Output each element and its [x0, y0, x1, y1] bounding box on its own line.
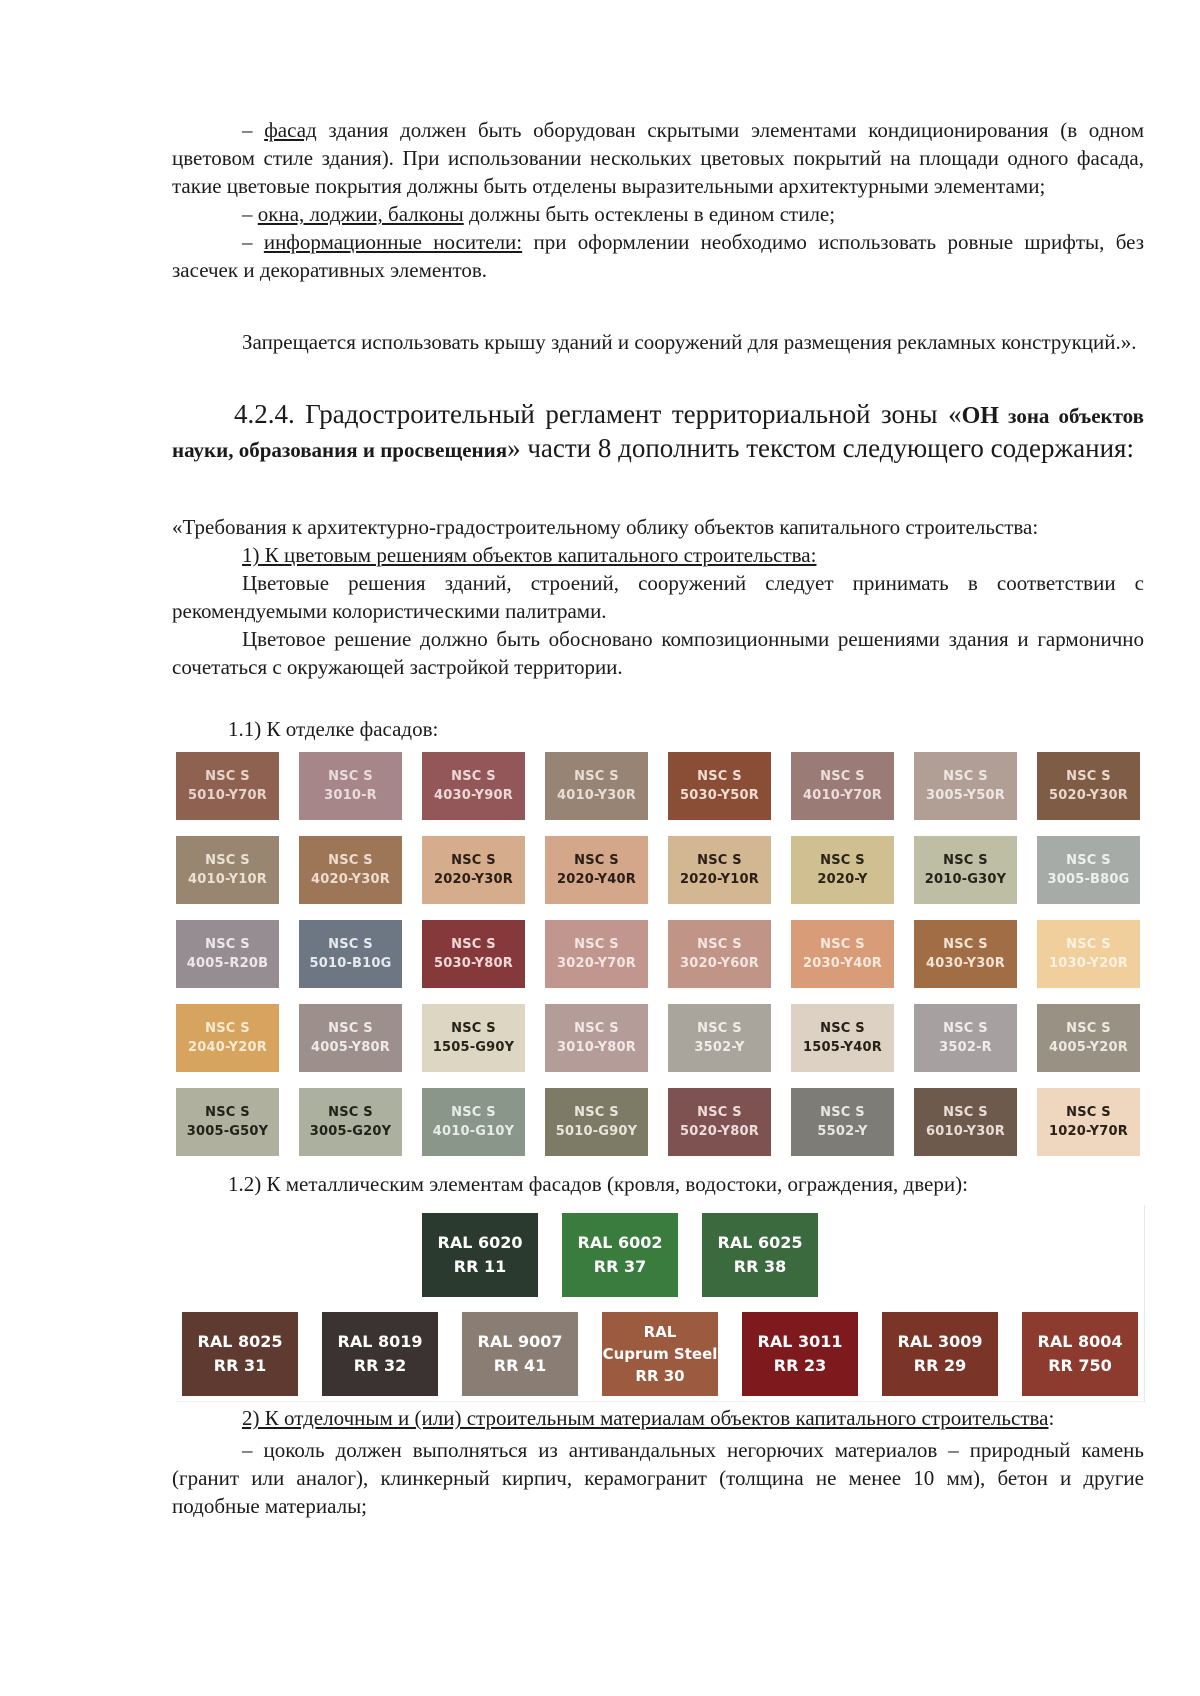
nsc-swatch — [791, 1004, 894, 1072]
swatch-code-line2: 4005-Y80R — [311, 1040, 390, 1055]
swatch-code-line2: 4010-Y70R — [803, 788, 882, 803]
nsc-swatch — [545, 920, 648, 988]
swatch-code-line1: NSC S — [451, 937, 496, 952]
ral-swatch — [182, 1312, 298, 1396]
nsc-swatch — [668, 920, 771, 988]
section-heading — [172, 398, 1144, 466]
swatch-code-line2: 3010-Y80R — [557, 1040, 636, 1055]
ral-code-line: RAL 3011 — [757, 1332, 843, 1351]
nsc-swatch — [299, 836, 402, 904]
paragraph: Цветовые решения зданий, строений, сооружений следует принимать в соответствии с рекомендуемыми колористическими палитрами. — [172, 571, 1144, 623]
nsc-swatch — [914, 1088, 1017, 1156]
subheading-metal-elements: 1.2) К металлическим элементам фасадов (кровля, водостоки, ограждения, двери): — [228, 1172, 968, 1196]
ral-swatch — [1022, 1312, 1138, 1396]
swatch-code-line2: 3020-Y70R — [557, 956, 636, 971]
nsc-swatch — [791, 836, 894, 904]
nsc-swatch — [422, 836, 525, 904]
swatch-code-line2: 6010-Y30R — [926, 1124, 1005, 1139]
swatch-code-line1: NSC S — [1066, 1021, 1111, 1036]
nsc-swatch — [176, 836, 279, 904]
ral-swatch — [742, 1312, 858, 1396]
swatch-code-line1: NSC S — [820, 1105, 865, 1120]
swatch-code-line1: NSC S — [205, 853, 250, 868]
swatch-code-line1: NSC S — [328, 937, 373, 952]
ral-swatch — [702, 1213, 818, 1297]
swatch-code-line1: NSC S — [1066, 853, 1111, 868]
paragraph: Запрещается использовать крышу зданий и сооружений для размещения рекламных конструкций.». — [242, 330, 1137, 354]
swatch-code-line1: NSC S — [328, 1021, 373, 1036]
nsc-swatch — [545, 752, 648, 820]
swatch-code-line2: 5010-B10G — [309, 956, 392, 971]
swatch-code-line2: 5020-Y80R — [680, 1124, 759, 1139]
swatch-code-line1: NSC S — [574, 769, 619, 784]
nsc-swatch — [668, 752, 771, 820]
swatch-code-line2: 2020-Y30R — [434, 872, 513, 887]
nsc-swatch — [422, 1004, 525, 1072]
paragraph: – информационные носители: при оформлении необходимо использовать ровные шрифты, без засечек и декоративных элементов. — [172, 230, 1144, 282]
ral-code-line: RAL 6002 — [577, 1233, 663, 1252]
swatch-code-line2: 4010-Y10R — [188, 872, 267, 887]
facade-requirement — [172, 116, 1144, 284]
swatch-code-line2: 4005-Y20R — [1049, 1040, 1128, 1055]
swatch-code-line1: NSC S — [697, 769, 742, 784]
ral-code-line: RAL 9007 — [477, 1332, 563, 1351]
nsc-swatch — [545, 1088, 648, 1156]
requirements-intro — [172, 513, 1144, 681]
ral-code-line: RR 30 — [635, 1367, 685, 1385]
swatch-code-line2: 1030-Y20R — [1049, 956, 1128, 971]
subheading-color: 1) К цветовым решениям объектов капитального строительства: — [242, 543, 817, 567]
swatch-code-line2: 3010-R — [324, 788, 377, 803]
nsc-swatch — [299, 1004, 402, 1072]
swatch-code-line1: NSC S — [451, 853, 496, 868]
subheading-materials: 2) К отделочным и (или) строительным материалам объектов капитального строительства: — [242, 1406, 1055, 1430]
nsc-swatch — [176, 920, 279, 988]
ral-code-line: RR 11 — [453, 1257, 507, 1276]
swatch-code-line1: NSC S — [943, 769, 988, 784]
ral-code-line: RR 750 — [1048, 1356, 1112, 1375]
swatch-code-line2: 2030-Y40R — [803, 956, 882, 971]
nsc-swatch — [914, 1004, 1017, 1072]
nsc-swatch — [914, 920, 1017, 988]
ral-code-line: RR 32 — [353, 1356, 407, 1375]
nsc-swatch — [422, 1088, 525, 1156]
swatch-code-line2: 3502-R — [939, 1040, 992, 1055]
swatch-code-line1: NSC S — [574, 853, 619, 868]
swatch-code-line2: 4020-Y30R — [311, 872, 390, 887]
nsc-swatch — [545, 1004, 648, 1072]
ral-code-line: RAL 8019 — [337, 1332, 423, 1351]
swatch-code-line1: NSC S — [943, 937, 988, 952]
swatch-code-line1: NSC S — [820, 937, 865, 952]
nsc-swatch — [176, 1004, 279, 1072]
ral-code-line: RAL 8004 — [1037, 1332, 1123, 1351]
ral-code-line: Cuprum Steel — [602, 1345, 718, 1363]
swatch-code-line1: NSC S — [820, 1021, 865, 1036]
swatch-code-line1: NSC S — [205, 1021, 250, 1036]
swatch-code-line2: 4010-G10Y — [432, 1124, 515, 1139]
swatch-code-line1: NSC S — [205, 769, 250, 784]
swatch-code-line2: 4010-Y30R — [557, 788, 636, 803]
swatch-code-line1: NSC S — [574, 1021, 619, 1036]
ral-swatch — [882, 1312, 998, 1396]
swatch-code-line1: NSC S — [205, 1105, 250, 1120]
ral-code-line: RAL 6020 — [437, 1233, 523, 1252]
swatch-code-line1: NSC S — [451, 1021, 496, 1036]
nsc-swatch — [1037, 836, 1140, 904]
swatch-code-line1: NSC S — [943, 1021, 988, 1036]
swatch-code-line2: 3005-B80G — [1047, 872, 1130, 887]
swatch-code-line1: NSC S — [943, 1105, 988, 1120]
nsc-swatch — [422, 920, 525, 988]
nsc-swatch — [1037, 1004, 1140, 1072]
swatch-code-line1: NSC S — [820, 853, 865, 868]
ral-swatch — [322, 1312, 438, 1396]
nsc-swatch — [791, 752, 894, 820]
swatch-code-line1: NSC S — [574, 1105, 619, 1120]
swatch-code-line2: 2020-Y40R — [557, 872, 636, 887]
swatch-code-line1: NSC S — [697, 937, 742, 952]
swatch-code-line2: 5030-Y50R — [680, 788, 759, 803]
swatch-code-line1: NSC S — [1066, 769, 1111, 784]
swatch-code-line2: 3005-Y50R — [926, 788, 1005, 803]
swatch-code-line2: 5020-Y30R — [1049, 788, 1128, 803]
swatch-code-line2: 3005-G50Y — [186, 1124, 269, 1139]
materials-requirement — [172, 1404, 1144, 1520]
nsc-swatch — [176, 752, 279, 820]
swatch-code-line2: 1505-G90Y — [432, 1040, 515, 1055]
swatch-code-line2: 2040-Y20R — [188, 1040, 267, 1055]
ral-code-line: RR 29 — [913, 1356, 967, 1375]
swatch-code-line2: 2020-Y — [817, 872, 868, 887]
nsc-swatch — [668, 1088, 771, 1156]
swatch-code-line2: 5502-Y — [817, 1124, 868, 1139]
swatch-code-line1: NSC S — [1066, 937, 1111, 952]
swatch-code-line1: NSC S — [574, 937, 619, 952]
nsc-swatch — [914, 752, 1017, 820]
swatch-code-line1: NSC S — [697, 1105, 742, 1120]
paragraph: – цоколь должен выполняться из антивандальных негорючих материалов – природный камень (гранит или аналог), клинкерный кирпич, керамогранит (толщина не менее 10 мм), бетон и другие подобные материалы; — [172, 1438, 1144, 1518]
swatch-code-line2: 4005-R20B — [186, 956, 269, 971]
roof-prohibition — [172, 328, 1144, 356]
swatch-code-line2: 2020-Y10R — [680, 872, 759, 887]
ral-code-line: RR 23 — [773, 1356, 827, 1375]
nsc-swatch — [176, 1088, 279, 1156]
swatch-code-line1: NSC S — [451, 1105, 496, 1120]
swatch-code-line2: 4030-Y30R — [926, 956, 1005, 971]
nsc-swatch — [668, 836, 771, 904]
ral-code-line: RR 31 — [213, 1356, 267, 1375]
paragraph: Цветовое решение должно быть обосновано композиционными решениями здания и гармонично сочетаться с окружающей застройкой территории. — [172, 627, 1144, 679]
term-facade: фасад — [264, 118, 317, 142]
ral-swatch — [462, 1312, 578, 1396]
ral-swatch — [422, 1213, 538, 1297]
swatch-code-line1: NSC S — [328, 1105, 373, 1120]
subheading-facade-finish: 1.1) К отделке фасадов: — [228, 717, 439, 741]
swatch-code-line1: NSC S — [820, 769, 865, 784]
ral-code-line: RR 41 — [493, 1356, 547, 1375]
ral-code-line: RAL 3009 — [897, 1332, 983, 1351]
nsc-swatch — [914, 836, 1017, 904]
nsc-swatch — [1037, 1088, 1140, 1156]
swatch-code-line2: 3502-Y — [694, 1040, 745, 1055]
swatch-code-line2: 5010-Y70R — [188, 788, 267, 803]
ral-code-line: RAL — [643, 1323, 677, 1341]
ral-color-palette — [176, 1205, 1145, 1402]
nsc-swatch — [299, 920, 402, 988]
nsc-color-palette — [176, 752, 1142, 1162]
ral-code-line: RAL 8025 — [197, 1332, 283, 1351]
term-windows: окна, лоджии, балконы — [257, 202, 464, 226]
paragraph: – окна, лоджии, балконы должны быть остеклены в едином стиле; — [242, 202, 836, 226]
ral-code-line: RR 38 — [733, 1257, 787, 1276]
swatch-code-line2: 1020-Y70R — [1049, 1124, 1128, 1139]
nsc-swatch — [299, 752, 402, 820]
swatch-code-line1: NSC S — [697, 1021, 742, 1036]
swatch-code-line2: 4030-Y90R — [434, 788, 513, 803]
nsc-swatch — [545, 836, 648, 904]
swatch-code-line1: NSC S — [328, 853, 373, 868]
nsc-swatch — [422, 752, 525, 820]
nsc-swatch — [668, 1004, 771, 1072]
swatch-code-line1: NSC S — [1066, 1105, 1111, 1120]
swatch-code-line1: NSC S — [205, 937, 250, 952]
nsc-swatch — [299, 1088, 402, 1156]
swatch-code-line2: 1505-Y40R — [803, 1040, 882, 1055]
paragraph: «Требования к архитектурно-градостроительному облику объектов капитального строительства: — [172, 515, 1039, 539]
ral-swatch — [562, 1213, 678, 1297]
paragraph: – фасад здания должен быть оборудован скрытыми элементами кондиционирования (в одном цветовом стиле здания). При использовании нескольких цветовых покрытий на площади одного фасада, такие цветовые покрытия должны быть отделены выразительными архитектурными элементами; — [172, 118, 1145, 198]
heading-4-2-4: 4.2.4. Градостроительный регламент территориальной зоны «ОН зона объектов науки, образования и просвещения» части 8 дополнить текстом следующего содержания: — [172, 399, 1144, 463]
ral-code-line: RR 37 — [593, 1257, 647, 1276]
swatch-code-line1: NSC S — [451, 769, 496, 784]
nsc-swatch — [791, 1088, 894, 1156]
ral-code-line: RAL 6025 — [717, 1233, 803, 1252]
nsc-swatch — [1037, 752, 1140, 820]
swatch-code-line2: 3005-G20Y — [309, 1124, 392, 1139]
swatch-code-line2: 5010-G90Y — [555, 1124, 638, 1139]
swatch-code-line1: NSC S — [328, 769, 373, 784]
swatch-code-line2: 3020-Y60R — [680, 956, 759, 971]
term-info-carriers: информационные носители: — [263, 230, 523, 254]
swatch-code-line1: NSC S — [697, 853, 742, 868]
swatch-code-line2: 2010-G30Y — [924, 872, 1007, 887]
nsc-swatch — [1037, 920, 1140, 988]
swatch-code-line1: NSC S — [943, 853, 988, 868]
ral-swatch — [602, 1312, 718, 1396]
swatch-code-line2: 5030-Y80R — [434, 956, 513, 971]
nsc-swatch — [791, 920, 894, 988]
